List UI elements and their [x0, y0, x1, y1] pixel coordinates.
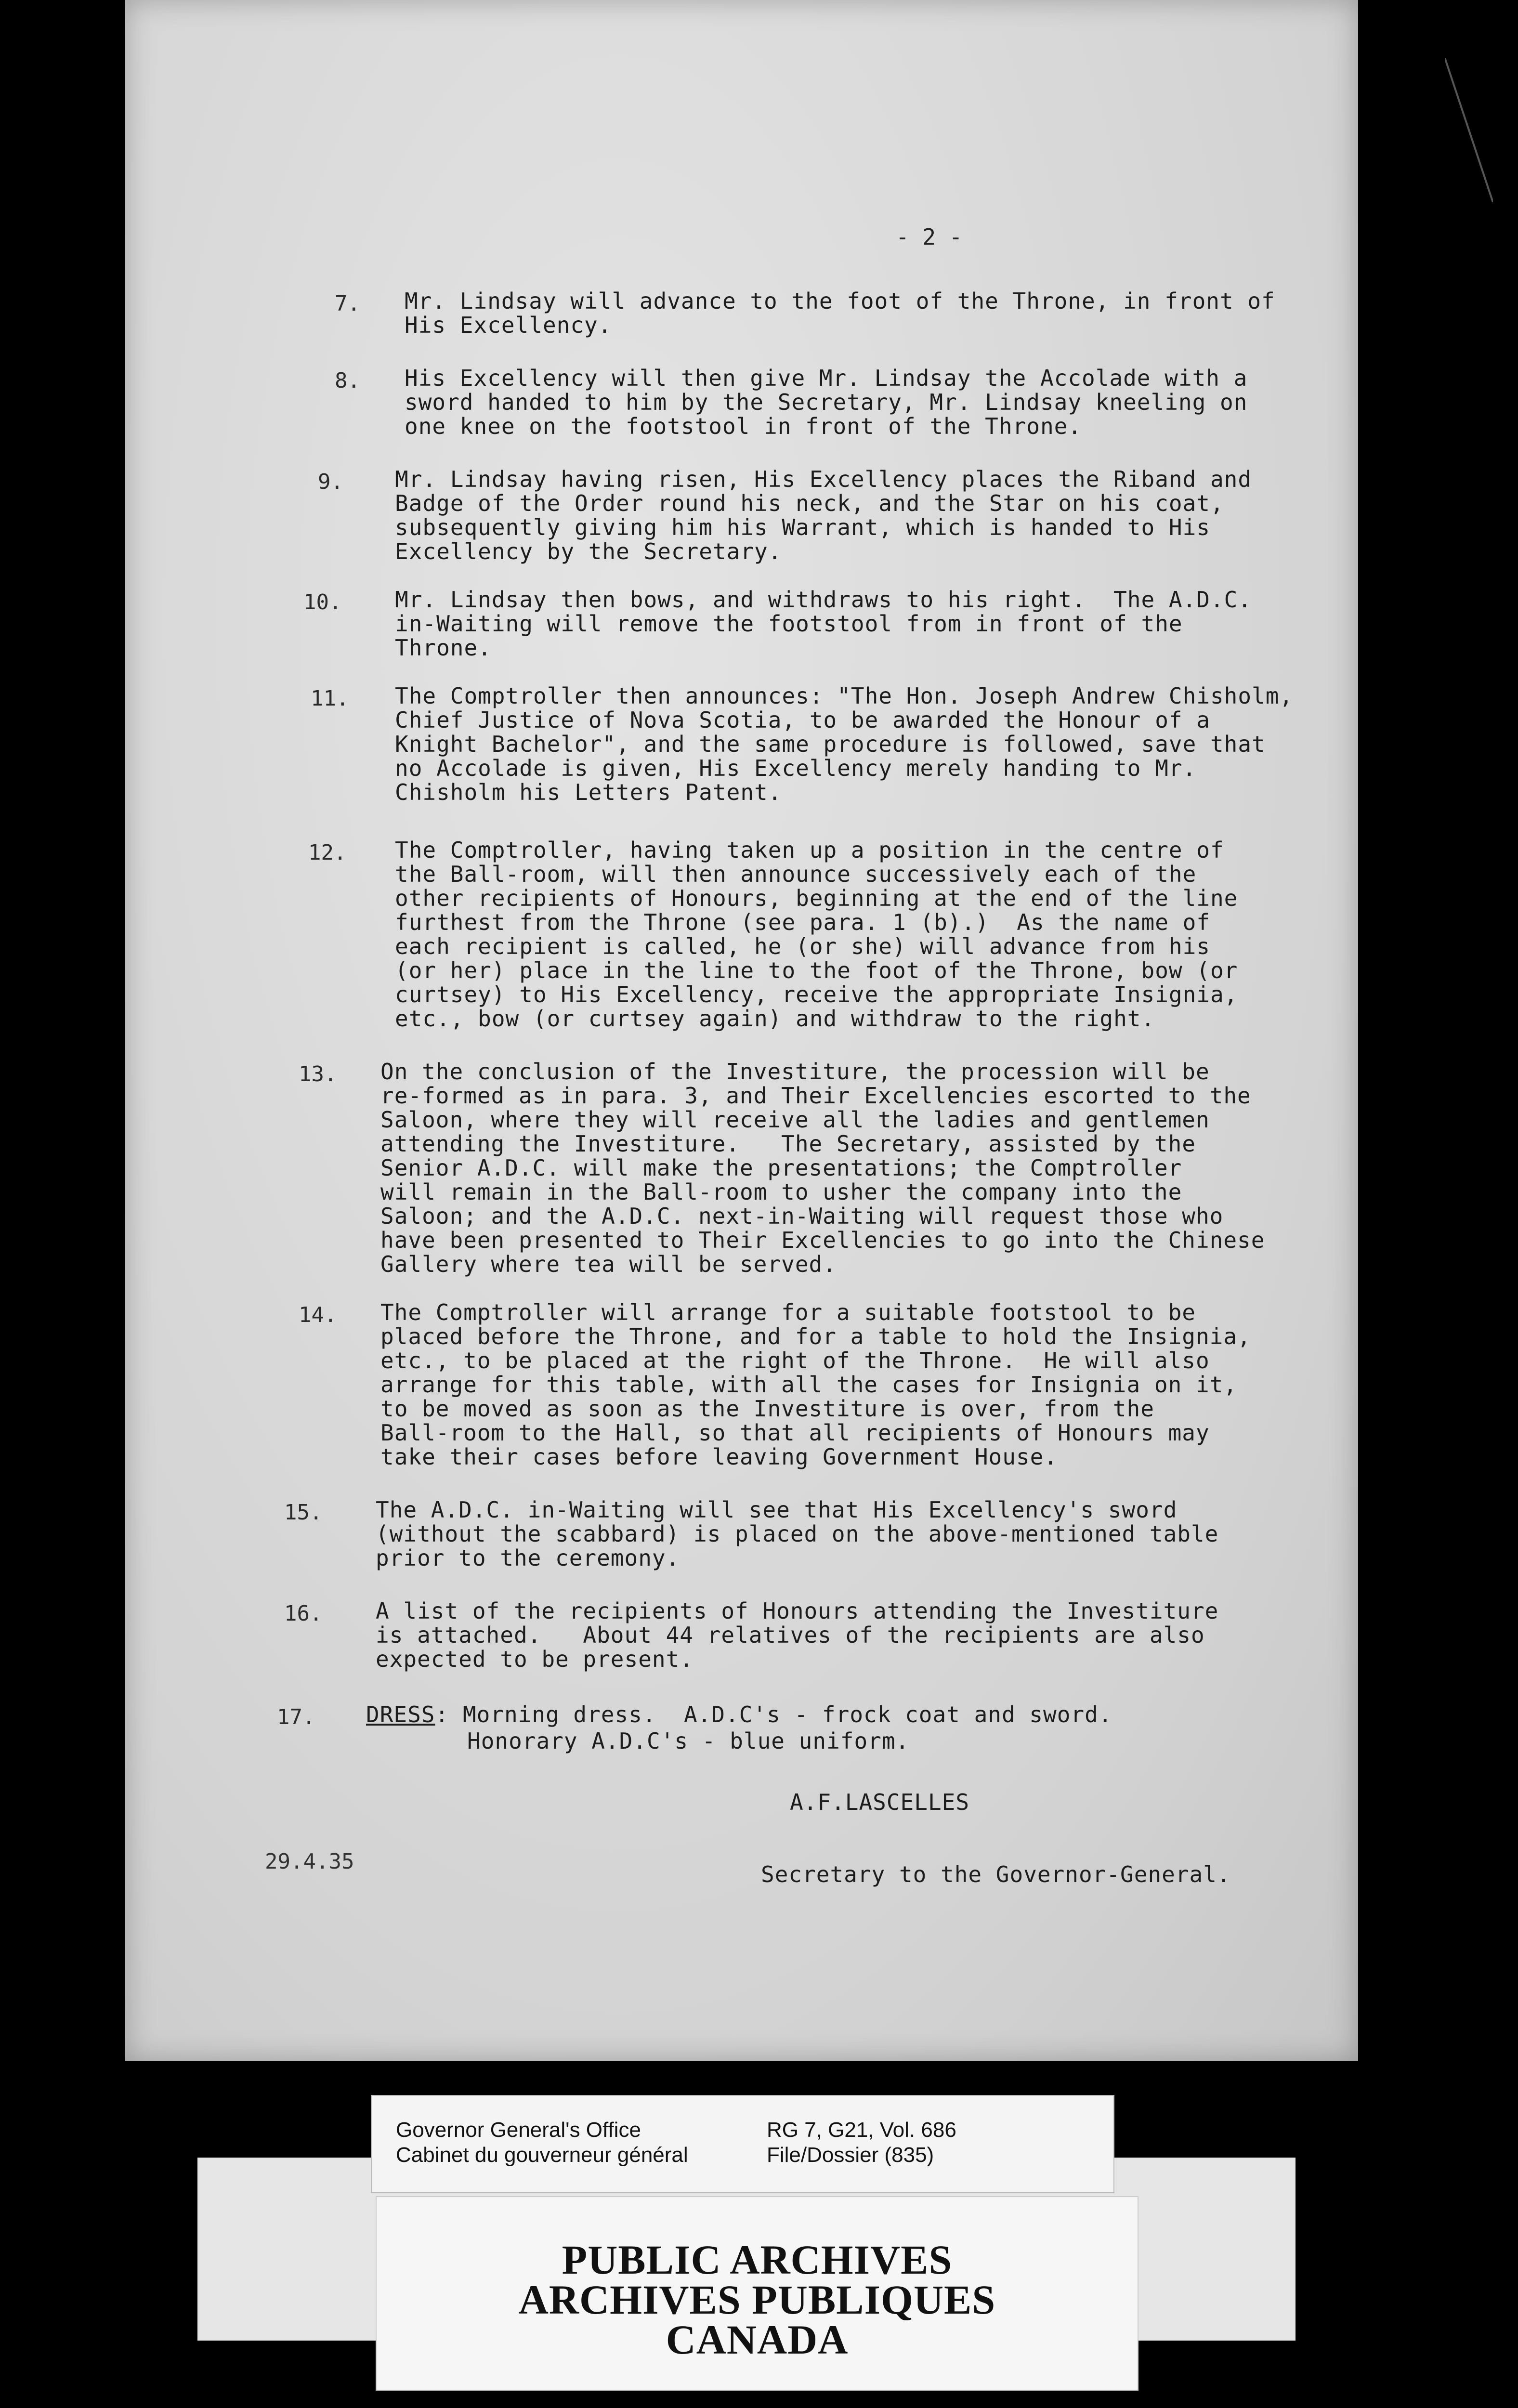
- archive-label: [371, 2095, 1114, 2193]
- paragraph-line: each recipient is called, he (or she) will advance from his: [395, 933, 1210, 959]
- paragraph-line: (or her) place in the line to the foot of the Throne, bow (or: [395, 957, 1238, 983]
- paragraph-line: furthest from the Throne (see para. 1 (b).) As the name of: [395, 909, 1210, 935]
- paragraph-line: Saloon; and the A.D.C. next-in-Waiting will request those who: [380, 1203, 1224, 1229]
- paragraph-line: Mr. Lindsay will advance to the foot of the Throne, in front of: [405, 288, 1275, 314]
- document-date: 29.4.35: [265, 1849, 354, 1874]
- paragraph-line: Throne.: [395, 635, 492, 661]
- stamp-line-3: CANADA: [666, 2316, 849, 2363]
- dress-line-1: [366, 1702, 1112, 1727]
- paragraph-line: The Comptroller, having taken up a position in the centre of: [395, 837, 1224, 863]
- paragraph-line: in-Waiting will remove the footstool from in front of the: [395, 611, 1183, 637]
- paragraph-line: A list of the recipients of Honours attending the Investiture: [376, 1598, 1219, 1624]
- paragraph-number: 7.: [335, 291, 360, 316]
- paragraph-line: Chief Justice of Nova Scotia, to be awarded the Honour of a: [395, 707, 1210, 733]
- paragraph-line: etc., to be placed at the right of the Throne. He will also: [380, 1348, 1210, 1374]
- department-french: Cabinet du gouverneur général: [396, 2143, 688, 2167]
- paragraph-line: Mr. Lindsay then bows, and withdraws to his right. The A.D.C.: [395, 587, 1252, 613]
- paragraph-line: (without the scabbard) is placed on the above-mentioned table: [376, 1521, 1219, 1547]
- paragraph-line: attending the Investiture. The Secretary, assisted by the: [380, 1131, 1196, 1157]
- archives-stamp: [376, 2196, 1138, 2391]
- paragraph-number: 17.: [277, 1705, 315, 1729]
- paragraph-line: other recipients of Honours, beginning at the end of the line: [395, 885, 1238, 911]
- paragraph-line: Senior A.D.C. will make the presentations; the Comptroller: [380, 1155, 1182, 1181]
- paragraph-number: 14.: [299, 1303, 337, 1327]
- archive-reference: RG 7, G21, Vol. 686: [767, 2118, 956, 2142]
- paragraph-line: sword handed to him by the Secretary, Mr. Lindsay kneeling on: [405, 389, 1248, 415]
- paragraph-number: 8.: [335, 368, 360, 393]
- paragraph-line: Ball-room to the Hall, so that all recipients of Honours may: [380, 1420, 1210, 1446]
- paragraph-line: The Comptroller will arrange for a suitable footstool to be: [380, 1299, 1196, 1325]
- paragraph-line: etc., bow (or curtsey again) and withdraw to the right.: [395, 1006, 1155, 1032]
- paragraph-line: Excellency by the Secretary.: [395, 538, 782, 564]
- paragraph-line: Mr. Lindsay having risen, His Excellency places the Riband and: [395, 466, 1252, 492]
- paragraph-line: Knight Bachelor", and the same procedure is followed, save that: [395, 731, 1266, 757]
- paragraph-line: The Comptroller then announces: "The Hon. Joseph Andrew Chisholm,: [395, 683, 1294, 709]
- paragraph-line: the Ball-room, will then announce successively each of the: [395, 861, 1197, 887]
- paragraph-line: The A.D.C. in-Waiting will see that His Excellency's sword: [376, 1497, 1178, 1523]
- paragraph-number: 10.: [303, 590, 342, 615]
- page-number: - 2 -: [896, 224, 963, 250]
- paragraph-number: 11.: [311, 686, 349, 711]
- paragraph-line: On the conclusion of the Investiture, the procession will be: [380, 1059, 1210, 1085]
- paragraph-line: placed before the Throne, and for a table to hold the Insignia,: [380, 1323, 1251, 1349]
- stamp-line-1: PUBLIC ARCHIVES: [562, 2237, 953, 2283]
- paragraph-line: will remain in the Ball-room to usher the company into the: [380, 1179, 1182, 1205]
- paragraph-line: expected to be present.: [376, 1646, 694, 1672]
- document-page: [125, 0, 1358, 2061]
- paragraph-line: His Excellency.: [405, 312, 612, 338]
- paragraph-line: re-formed as in para. 3, and Their Excellencies escorted to the: [380, 1083, 1251, 1109]
- paragraph-line: to be moved as soon as the Investiture is over, from the: [380, 1396, 1154, 1422]
- paragraph-line: curtsey) to His Excellency, receive the appropriate Insignia,: [395, 982, 1238, 1008]
- paragraph-line: Badge of the Order round his neck, and the Star on his coat,: [395, 490, 1224, 516]
- paragraph-number: 9.: [318, 470, 343, 494]
- signature: A.F.LASCELLES: [790, 1789, 970, 1815]
- paragraph-line: take their cases before leaving Government House.: [380, 1444, 1058, 1470]
- file-number: File/Dossier (835): [767, 2143, 934, 2167]
- paragraph-number: 15.: [284, 1500, 323, 1525]
- signature-title: Secretary to the Governor-General.: [761, 1861, 1231, 1887]
- paragraph-line: arrange for this table, with all the cases for Insignia on it,: [380, 1372, 1238, 1398]
- paragraph-number: 16.: [284, 1601, 323, 1626]
- paragraph-line: no Accolade is given, His Excellency merely handing to Mr.: [395, 755, 1197, 781]
- paragraph-line: Saloon, where they will receive all the ladies and gentlemen: [380, 1107, 1210, 1133]
- paragraph-number: 13.: [299, 1062, 337, 1086]
- paragraph-line: subsequently giving him his Warrant, which is handed to His: [395, 514, 1210, 540]
- folded-corner-mark: [1445, 58, 1493, 202]
- paragraph-line: one knee on the footstool in front of the Throne.: [405, 413, 1082, 439]
- paragraph-line: prior to the ceremony.: [376, 1545, 680, 1571]
- department-english: Governor General's Office: [396, 2118, 641, 2142]
- stamp-line-2: ARCHIVES PUBLIQUES: [518, 2277, 996, 2323]
- paragraph-number: 12.: [308, 840, 347, 865]
- dress-text: : Morning dress. A.D.C's - frock coat and sword.: [435, 1701, 1112, 1727]
- paragraph-line: is attached. About 44 relatives of the recipients are also: [376, 1622, 1205, 1648]
- paragraph-line: His Excellency will then give Mr. Lindsay the Accolade with a: [405, 365, 1248, 391]
- paragraph-line: Chisholm his Letters Patent.: [395, 779, 782, 805]
- paragraph-line: Gallery where tea will be served.: [380, 1251, 837, 1277]
- dress-line-2: Honorary A.D.C's - blue uniform.: [467, 1728, 910, 1754]
- dress-label: DRESS: [366, 1701, 435, 1727]
- paragraph-line: have been presented to Their Excellencies to go into the Chinese: [380, 1227, 1265, 1253]
